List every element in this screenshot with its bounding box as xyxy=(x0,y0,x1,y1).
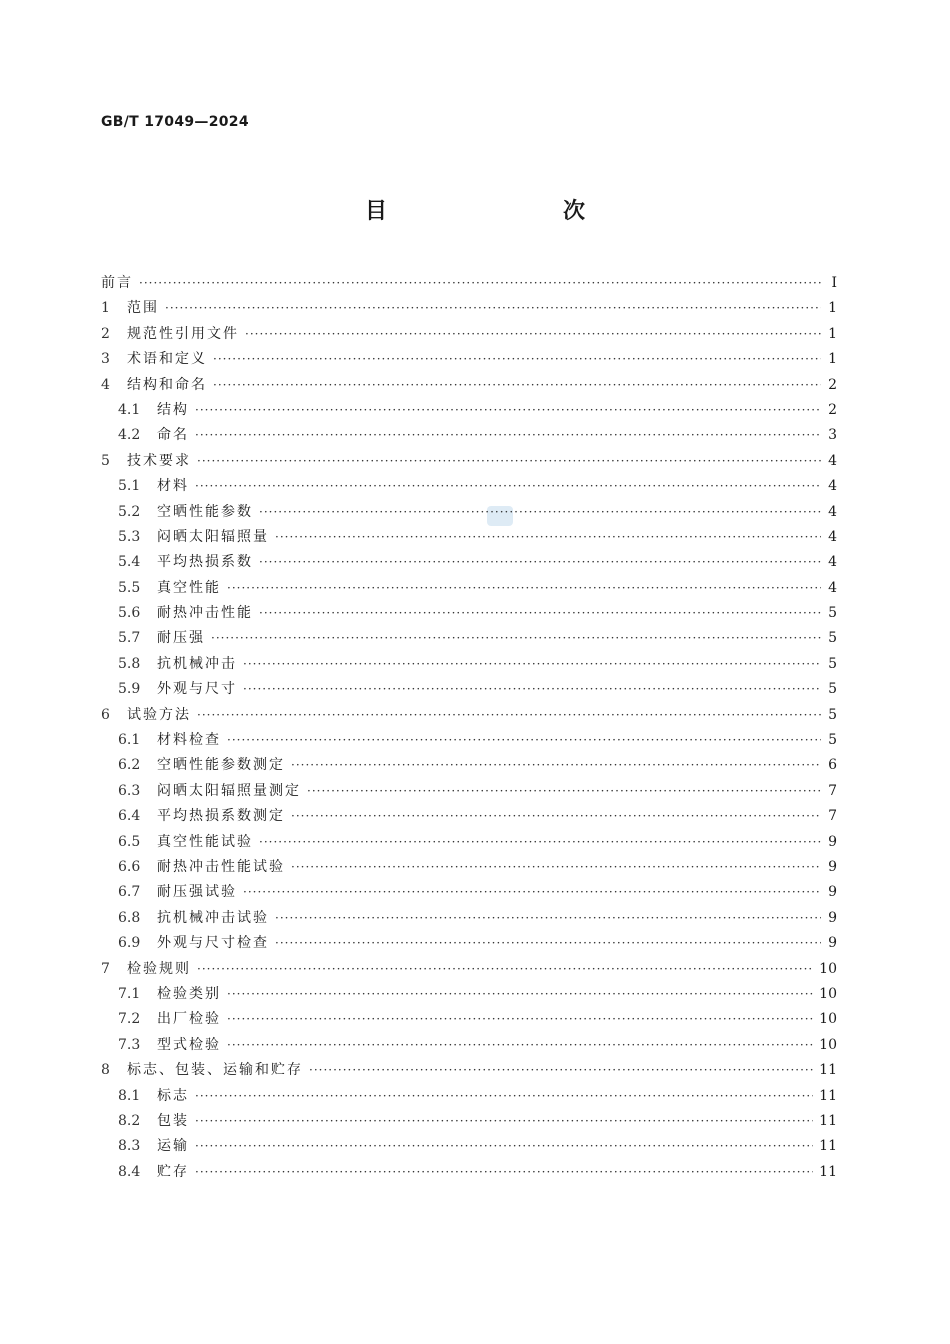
toc-entry-page: 7 xyxy=(828,808,837,825)
toc-entry-page: 1 xyxy=(828,351,837,368)
toc-entry-number: 7.3 xyxy=(118,1036,141,1053)
toc-entry-number: 8.2 xyxy=(118,1112,141,1129)
toc-entry-number: 5.1 xyxy=(118,478,141,495)
toc-entry-page: 9 xyxy=(828,833,837,850)
toc-entry-label: 出厂检验 xyxy=(157,1011,221,1028)
toc-entry-number: 8.4 xyxy=(118,1163,141,1180)
toc-leader-dots xyxy=(259,505,821,519)
toc-entry[interactable] xyxy=(101,856,837,881)
toc-entry-number: 8.1 xyxy=(118,1087,141,1104)
toc-leader-dots xyxy=(227,733,821,747)
toc-leader-dots xyxy=(197,962,813,976)
toc-entry[interactable] xyxy=(101,374,837,399)
toc-entry-label: 抗机械冲击试验 xyxy=(157,909,269,926)
toc-leader-dots xyxy=(259,835,821,849)
toc-leader-dots xyxy=(227,987,813,1001)
toc-entry[interactable] xyxy=(101,475,837,500)
table-of-contents xyxy=(101,272,837,1186)
toc-entry[interactable] xyxy=(101,1059,837,1084)
toc-entry-number: 6.3 xyxy=(118,782,141,799)
toc-entry-page: 10 xyxy=(819,1011,837,1028)
standard-code: GB/T 17049—2024 xyxy=(101,114,249,130)
toc-entry-label: 术语和定义 xyxy=(127,351,207,368)
toc-entry[interactable] xyxy=(101,399,837,424)
toc-entry-page: Ⅰ xyxy=(831,275,837,291)
toc-entry[interactable] xyxy=(101,1008,837,1033)
toc-leader-dots xyxy=(307,784,821,798)
toc-entry-page: 5 xyxy=(828,630,837,647)
toc-leader-dots xyxy=(227,1012,813,1026)
toc-entry-page: 2 xyxy=(828,401,837,418)
toc-entry-page: 7 xyxy=(828,782,837,799)
toc-entry-page: 11 xyxy=(819,1138,837,1155)
toc-entry[interactable] xyxy=(101,907,837,932)
toc-leader-dots xyxy=(291,809,821,823)
toc-entry-page: 10 xyxy=(819,960,837,977)
toc-entry-number: 7.1 xyxy=(118,985,141,1002)
toc-leader-dots xyxy=(197,708,821,722)
toc-entry-number: 6.6 xyxy=(118,858,141,875)
toc-entry-page: 2 xyxy=(828,376,837,393)
toc-entry[interactable] xyxy=(101,501,837,526)
toc-entry-label: 贮存 xyxy=(157,1163,189,1180)
toc-entry-number: 5.5 xyxy=(118,579,141,596)
toc-leader-dots xyxy=(227,1038,813,1052)
toc-entry-number: 6.7 xyxy=(118,884,141,901)
toc-entry-label: 外观与尺寸 xyxy=(157,681,237,698)
toc-entry-page: 1 xyxy=(828,300,837,317)
toc-entry-label: 平均热损系数 xyxy=(157,554,253,571)
toc-entry-label: 检验类别 xyxy=(157,985,221,1002)
toc-entry-number: 5.3 xyxy=(118,528,141,545)
toc-leader-dots xyxy=(195,428,821,442)
toc-entry-label: 范围 xyxy=(127,300,159,317)
toc-entry-page: 11 xyxy=(819,1087,837,1104)
toc-leader-dots xyxy=(309,1063,813,1077)
toc-entry-number: 1 xyxy=(101,300,110,317)
toc-entry[interactable] xyxy=(101,450,837,475)
toc-entry-number: 7.2 xyxy=(118,1011,141,1028)
toc-entry-number: 2 xyxy=(101,325,110,342)
toc-entry-label: 标志 xyxy=(157,1087,189,1104)
toc-leader-dots xyxy=(275,936,821,950)
toc-leader-dots xyxy=(275,530,821,544)
toc-leader-dots xyxy=(291,860,821,874)
toc-entry-label: 结构和命名 xyxy=(127,376,207,393)
toc-entry-number: 6.4 xyxy=(118,808,141,825)
toc-entry-label: 材料 xyxy=(157,478,189,495)
toc-entry-page: 4 xyxy=(828,579,837,596)
toc-leader-dots xyxy=(139,276,821,290)
toc-entry-label: 真空性能试验 xyxy=(157,833,253,850)
toc-entry[interactable] xyxy=(101,602,837,627)
toc-entry-page: 4 xyxy=(828,452,837,469)
toc-entry-label: 真空性能 xyxy=(157,579,221,596)
toc-entry-number: 5.9 xyxy=(118,681,141,698)
toc-entry-number: 6 xyxy=(101,706,110,723)
toc-entry[interactable] xyxy=(101,323,837,348)
toc-entry-label: 标志、包装、运输和贮存 xyxy=(127,1062,303,1079)
toc-entry-label: 平均热损系数测定 xyxy=(157,808,285,825)
toc-entry[interactable] xyxy=(101,805,837,830)
toc-entry-page: 5 xyxy=(828,605,837,622)
toc-entry-page: 10 xyxy=(819,1036,837,1053)
toc-entry-page: 5 xyxy=(828,681,837,698)
toc-entry-label: 耐热冲击性能试验 xyxy=(157,858,285,875)
toc-entry-page: 9 xyxy=(828,909,837,926)
toc-entry-label: 闷晒太阳辐照量测定 xyxy=(157,782,301,799)
toc-entry-number: 6.2 xyxy=(118,757,141,774)
toc-entry-number: 4.1 xyxy=(118,401,141,418)
toc-entry-number: 6.5 xyxy=(118,833,141,850)
toc-entry-label: 规范性引用文件 xyxy=(127,325,239,342)
toc-entry-page: 9 xyxy=(828,858,837,875)
toc-entry-number: 7 xyxy=(101,960,110,977)
toc-entry-number: 4 xyxy=(101,376,110,393)
toc-entry-number: 3 xyxy=(101,351,110,368)
toc-entry-page: 11 xyxy=(819,1163,837,1180)
toc-leader-dots xyxy=(165,301,821,315)
toc-entry-page: 5 xyxy=(828,655,837,672)
toc-entry[interactable] xyxy=(101,526,837,551)
toc-entry[interactable] xyxy=(101,1110,837,1135)
toc-entry-page: 11 xyxy=(819,1062,837,1079)
toc-entry[interactable] xyxy=(101,704,837,729)
toc-entry-label: 型式检验 xyxy=(157,1036,221,1053)
toc-leader-dots xyxy=(291,758,821,772)
toc-entry-number: 5.2 xyxy=(118,503,141,520)
toc-entry[interactable] xyxy=(101,297,837,322)
toc-entry-page: 9 xyxy=(828,884,837,901)
toc-leader-dots xyxy=(259,606,821,620)
toc-entry-label: 材料检查 xyxy=(157,732,221,749)
toc-entry-number: 6.8 xyxy=(118,909,141,926)
toc-entry-page: 4 xyxy=(828,528,837,545)
toc-entry-number: 6.9 xyxy=(118,935,141,952)
toc-leader-dots xyxy=(195,479,821,493)
toc-entry-label: 检验规则 xyxy=(127,960,191,977)
toc-entry[interactable] xyxy=(101,1161,837,1186)
toc-entry[interactable] xyxy=(101,983,837,1008)
toc-entry-page: 3 xyxy=(828,427,837,444)
toc-entry-label: 空晒性能参数 xyxy=(157,503,253,520)
toc-leader-dots xyxy=(195,1089,813,1103)
toc-entry[interactable] xyxy=(101,577,837,602)
toc-entry-page: 4 xyxy=(828,503,837,520)
toc-leader-dots xyxy=(211,631,821,645)
page-title: 目 次 xyxy=(364,199,629,224)
toc-entry-label: 耐压强试验 xyxy=(157,884,237,901)
toc-entry-label: 外观与尺寸检查 xyxy=(157,935,269,952)
toc-entry-label: 包装 xyxy=(157,1112,189,1129)
toc-entry-number: 6.1 xyxy=(118,732,141,749)
toc-entry-number: 4.2 xyxy=(118,427,141,444)
toc-entry-page: 10 xyxy=(819,985,837,1002)
toc-entry-page: 1 xyxy=(828,325,837,342)
toc-entry-number: 5 xyxy=(101,452,110,469)
toc-entry[interactable] xyxy=(101,627,837,652)
toc-leader-dots xyxy=(259,555,821,569)
toc-entry[interactable] xyxy=(101,424,837,449)
toc-entry[interactable] xyxy=(101,754,837,779)
toc-entry-label: 抗机械冲击 xyxy=(157,655,237,672)
toc-entry[interactable] xyxy=(101,932,837,957)
toc-entry-number: 5.6 xyxy=(118,605,141,622)
toc-entry[interactable] xyxy=(101,780,837,805)
toc-leader-dots xyxy=(213,352,821,366)
toc-leader-dots xyxy=(195,1114,813,1128)
toc-entry-number: 8 xyxy=(101,1062,110,1079)
toc-entry-page: 5 xyxy=(828,732,837,749)
toc-entry-number: 5.4 xyxy=(118,554,141,571)
toc-entry-label: 技术要求 xyxy=(127,452,191,469)
toc-entry-number: 5.7 xyxy=(118,630,141,647)
toc-leader-dots xyxy=(213,378,821,392)
toc-entry-label: 闷晒太阳辐照量 xyxy=(157,528,269,545)
toc-entry-label: 前言 xyxy=(101,275,133,291)
toc-leader-dots xyxy=(195,1165,813,1179)
toc-entry[interactable] xyxy=(101,831,837,856)
toc-entry-label: 结构 xyxy=(157,401,189,418)
toc-entry-label: 耐热冲击性能 xyxy=(157,605,253,622)
toc-entry-page: 11 xyxy=(819,1112,837,1129)
toc-leader-dots xyxy=(243,682,821,696)
toc-leader-dots xyxy=(195,403,821,417)
toc-leader-dots xyxy=(275,911,821,925)
toc-entry[interactable] xyxy=(101,272,837,297)
toc-entry-label: 试验方法 xyxy=(127,706,191,723)
toc-entry-page: 4 xyxy=(828,478,837,495)
toc-entry-page: 9 xyxy=(828,935,837,952)
toc-entry-label: 空晒性能参数测定 xyxy=(157,757,285,774)
toc-entry-label: 运输 xyxy=(157,1138,189,1155)
toc-leader-dots xyxy=(197,454,821,468)
toc-entry[interactable] xyxy=(101,1085,837,1110)
toc-entry[interactable] xyxy=(101,1135,837,1160)
toc-entry[interactable] xyxy=(101,881,837,906)
toc-leader-dots xyxy=(245,327,821,341)
toc-entry-label: 耐压强 xyxy=(157,630,205,647)
toc-entry[interactable] xyxy=(101,551,837,576)
toc-entry[interactable] xyxy=(101,348,837,373)
toc-entry[interactable] xyxy=(101,653,837,678)
toc-entry-number: 5.8 xyxy=(118,655,141,672)
toc-entry-page: 4 xyxy=(828,554,837,571)
toc-entry-label: 命名 xyxy=(157,427,189,444)
toc-entry[interactable] xyxy=(101,729,837,754)
toc-entry-number: 8.3 xyxy=(118,1138,141,1155)
toc-leader-dots xyxy=(243,657,821,671)
toc-entry-page: 5 xyxy=(828,706,837,723)
toc-entry[interactable] xyxy=(101,1034,837,1059)
toc-leader-dots xyxy=(227,581,821,595)
toc-entry[interactable] xyxy=(101,958,837,983)
toc-leader-dots xyxy=(195,1139,813,1153)
toc-entry[interactable] xyxy=(101,678,837,703)
toc-leader-dots xyxy=(243,885,821,899)
toc-entry-page: 6 xyxy=(828,757,837,774)
